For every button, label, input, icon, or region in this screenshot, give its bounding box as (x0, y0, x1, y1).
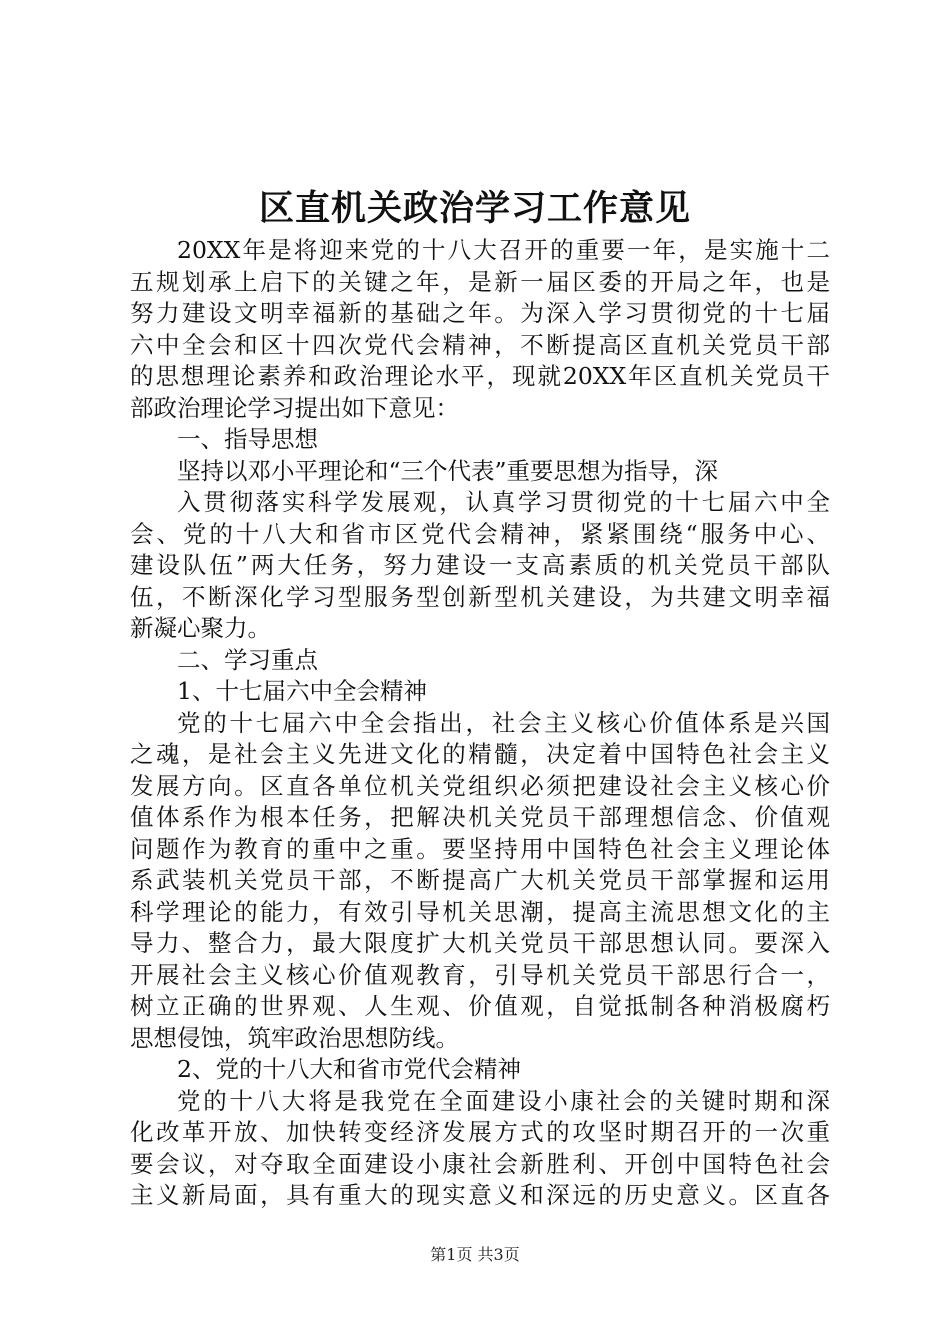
body-line: 值体系作为根本任务，把解决机关党员干部理想信念、价值观 (130, 803, 830, 831)
body-line: 系武装机关党员干部，不断提高广大机关党员干部掌握和运用 (130, 866, 830, 894)
document-body (130, 235, 830, 1212)
body-line: 2、党的十八大和省市党代会精神 (177, 1055, 521, 1083)
body-line: 要会议，对夺取全面建设小康社会新胜利、开创中国特色社会 (130, 1149, 830, 1178)
body-line: 树立正确的世界观、人生观、价值观，自觉抵制各种消极腐朽 (130, 992, 830, 1020)
body-line: 主义新局面，具有重大的现实意义和深远的历史意义。区直各 (130, 1181, 830, 1209)
body-line: 之魂，是社会主义先进文化的精髓，决定着中国特色社会主义 (130, 740, 830, 768)
body-line: 坚持以邓小平理论和“三个代表”重要思想为指导，深 (177, 456, 719, 485)
body-line: 党的十八大将是我党在全面建设小康社会的关键时期和深 (177, 1086, 830, 1115)
body-line: 导力、整合力，最大限度扩大机关党员干部思想认同。要深入 (130, 929, 830, 957)
body-line: 会、党的十八大和省市区党代会精神，紧紧围绕“服务中心、 (130, 519, 830, 548)
body-line: 思想侵蚀，筑牢政治思想防线。 (130, 1023, 459, 1052)
document-title: 区直机关政治学习工作意见 (258, 188, 691, 229)
body-line: 入贯彻落实科学发展观，认真学习贯彻党的十七届六中全 (177, 488, 830, 516)
body-line: 科学理论的能力，有效引导机关思潮，提高主流思想文化的主 (130, 897, 830, 926)
body-line: 1、十七届六中全会精神 (177, 677, 427, 705)
body-line: 部政治理论学习提出如下意见： (130, 393, 459, 422)
body-line: 二、学习重点 (177, 645, 318, 674)
body-line: 五规划承上启下的关键之年，是新一届区委的开局之年，也是 (130, 267, 830, 296)
body-line: 发展方向。区直各单位机关党组织必须把建设社会主义核心价 (130, 771, 830, 800)
body-line: 的思想理论素养和政治理论水平，现就20XX年区直机关党员干 (130, 362, 830, 390)
body-line: 党的十七届六中全会指出，社会主义核心价值体系是兴国 (177, 708, 830, 737)
body-line: 新凝心聚力。 (130, 614, 271, 642)
body-line: 建设队伍”两大任务，努力建设一支高素质的机关党员干部队 (130, 551, 830, 579)
body-line: 20XX年是将迎来党的十八大召开的重要一年，是实施十二 (177, 236, 830, 264)
body-line: 努力建设文明幸福新的基础之年。为深入学习贯彻党的十七届 (130, 299, 830, 327)
body-line: 开展社会主义核心价值观教育，引导机关党员干部思行合一， (130, 960, 830, 989)
page-footer: 第1页 共3页 (430, 1245, 520, 1264)
body-line: 六中全会和区十四次党代会精神，不断提高区直机关党员干部 (130, 330, 830, 359)
body-line: 问题作为教育的重中之重。要坚持用中国特色社会主义理论体 (130, 834, 830, 863)
body-line: 一、指导思想 (177, 425, 318, 453)
body-line: 伍，不断深化学习型服务型创新型机关建设，为共建文明幸福 (130, 582, 830, 611)
body-line: 化改革开放、加快转变经济发展方式的攻坚时期召开的一次重 (130, 1118, 830, 1146)
